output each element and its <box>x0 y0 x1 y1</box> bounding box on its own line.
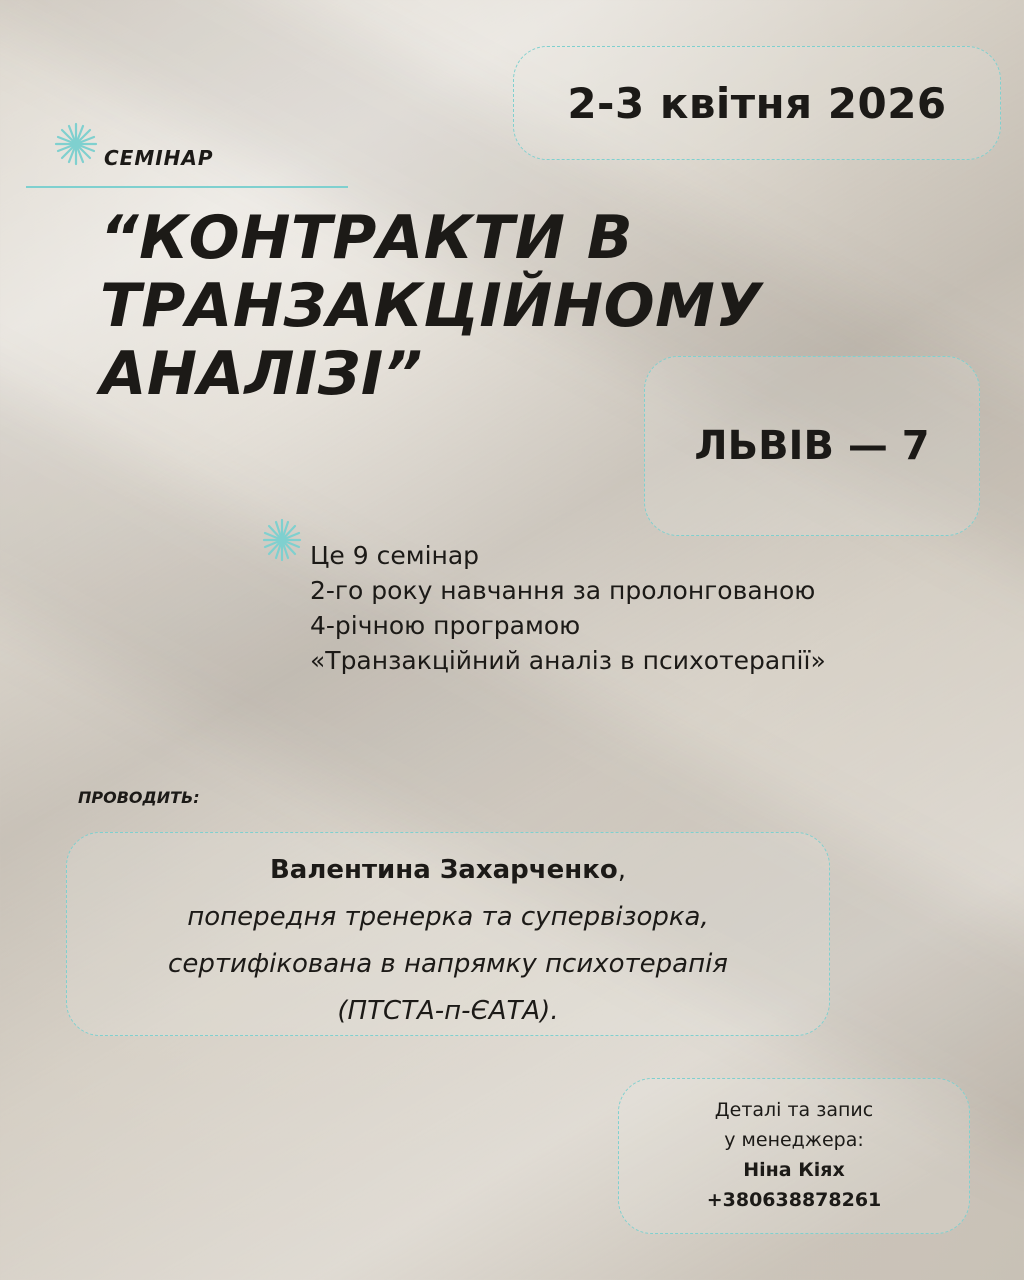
location-pill <box>644 356 980 536</box>
manager-phone[interactable]: +380638878261 <box>706 1189 882 1211</box>
seminar-label: СЕМІНАР <box>104 146 214 170</box>
trainer-name: Валентина Захарченко <box>269 855 618 885</box>
title-line: ТРАНЗАКЦІЙНОМУ <box>100 271 763 341</box>
sparkle-icon <box>262 518 302 562</box>
contact-pill <box>618 1078 970 1234</box>
trainer-description-line: (ПТСТА-п-ЄАТА). <box>337 996 559 1026</box>
program-info <box>310 538 826 678</box>
manager-name: Ніна Кіях <box>743 1159 845 1181</box>
contact-line: у менеджера: <box>724 1129 864 1151</box>
info-line: 4-річною програмою <box>310 611 581 640</box>
info-line: Це 9 семінар <box>310 541 480 570</box>
contact-line: Деталі та запис <box>714 1099 874 1121</box>
event-date: 2-3 квітня 2026 <box>567 78 947 128</box>
trainer-description-line: попередня тренерка та супервізорка, <box>187 902 709 932</box>
date-pill <box>513 46 1001 160</box>
trainer-name-suffix: , <box>617 855 626 885</box>
contact-block <box>619 1095 969 1215</box>
title-line: АНАЛІЗІ” <box>100 339 423 409</box>
sparkle-icon <box>54 122 98 166</box>
event-location: ЛЬВІВ — 7 <box>694 423 930 469</box>
trainer-description-line: сертифікована в напрямку психотерапія <box>168 949 728 979</box>
info-line: «Транзакційний аналіз в психотерапії» <box>310 646 826 675</box>
conducts-label: ПРОВОДИТЬ: <box>78 788 200 807</box>
accent-divider <box>26 186 348 188</box>
title-line: “КОНТРАКТИ В <box>100 203 634 273</box>
trainer-block <box>67 847 829 1035</box>
trainer-pill <box>66 832 830 1036</box>
info-line: 2-го року навчання за пролонгованою <box>310 576 816 605</box>
